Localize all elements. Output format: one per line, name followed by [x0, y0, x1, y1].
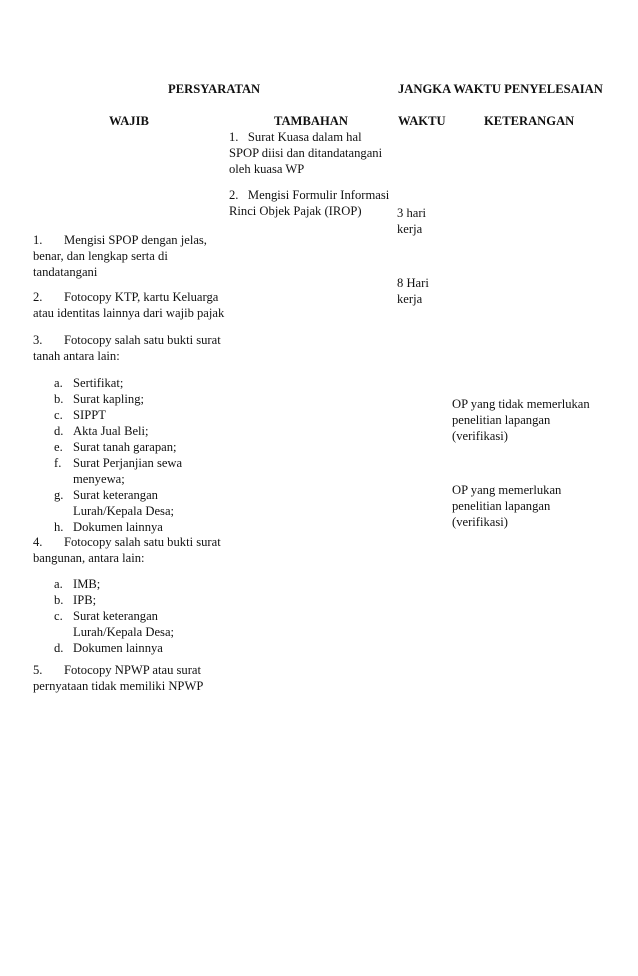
- waktu-item: 3 hari kerja: [397, 206, 427, 236]
- list-item-text: Surat keterangan Lurah/Kepala Desa;: [73, 488, 175, 518]
- wajib-item-text: Fotocopy salah satu bukti surat tanah antara lain:: [33, 333, 221, 363]
- list-item-text: Surat tanah garapan;: [73, 440, 177, 454]
- header-tambahan: TAMBAHAN: [274, 114, 348, 128]
- list-item-letter: d.: [54, 424, 64, 438]
- list-item-text: Surat kapling;: [73, 392, 145, 406]
- list-item: [33, 375, 229, 391]
- list-item: [33, 640, 229, 656]
- list-item-text: Akta Jual Beli;: [73, 424, 149, 438]
- list-item-letter: g.: [54, 488, 64, 502]
- list-item: [33, 519, 229, 535]
- keterangan-item: OP yang memerlukan penelitian lapangan (verifikasi): [452, 483, 562, 529]
- list-item: [33, 608, 208, 640]
- list-item-letter: h.: [54, 520, 64, 534]
- list-item-text: Dokumen lainnya: [73, 520, 163, 534]
- list-item-letter: d.: [54, 641, 64, 655]
- tanah-list: [33, 375, 229, 535]
- list-item-letter: a.: [54, 376, 63, 390]
- list-item-text: Dokumen lainnya: [73, 641, 163, 655]
- wajib-item: [33, 289, 229, 321]
- keterangan-item: OP yang tidak memerlukan penelitian lapangan (verifikasi): [452, 397, 590, 443]
- header-keterangan: KETERANGAN: [484, 114, 575, 128]
- waktu-item: 8 Hari kerja: [397, 276, 429, 306]
- tambahan-item-number: 2.: [229, 188, 239, 202]
- wajib-item-number: 4.: [33, 535, 43, 549]
- list-item: [33, 576, 229, 592]
- list-item: [33, 391, 229, 407]
- header-wajib: WAJIB: [109, 114, 149, 128]
- list-item-letter: c.: [54, 408, 63, 422]
- list-item-letter: e.: [54, 440, 63, 454]
- header-waktu: WAKTU: [398, 114, 446, 128]
- list-item-text: Sertifikat;: [73, 376, 124, 390]
- wajib-item-number: 3.: [33, 333, 43, 347]
- wajib-item-number: 1.: [33, 233, 43, 247]
- tambahan-item: [229, 129, 394, 177]
- list-item-text: SIPPT: [73, 408, 106, 422]
- wajib-item-number: 5.: [33, 663, 43, 677]
- list-item-text: Surat keterangan Lurah/Kepala Desa;: [73, 609, 175, 639]
- list-item: [33, 455, 208, 487]
- tambahan-item-text: Surat Kuasa dalam hal SPOP diisi dan ditandatangani oleh kuasa WP: [229, 130, 383, 176]
- wajib-item-text: Mengisi SPOP dengan jelas, benar, dan lengkap serta di tandatangani: [33, 233, 207, 279]
- header-jangka-waktu: JANGKA WAKTU PENYELESAIAN: [398, 82, 603, 96]
- tambahan-item-number: 1.: [229, 130, 239, 144]
- list-item: [33, 407, 229, 423]
- list-item-letter: b.: [54, 593, 64, 607]
- wajib-item-text: Fotocopy NPWP atau surat pernyataan tidak memiliki NPWP: [33, 663, 204, 693]
- wajib-item: [33, 534, 229, 566]
- wajib-item: [33, 232, 229, 280]
- list-item: [33, 439, 229, 455]
- wajib-item-text: Fotocopy KTP, kartu Keluarga atau identitas lainnya dari wajib pajak: [33, 290, 225, 320]
- list-item-text: Surat Perjanjian sewa menyewa;: [73, 456, 183, 486]
- list-item-letter: f.: [54, 456, 62, 470]
- tambahan-item-text: Mengisi Formulir Informasi Rinci Objek Pajak (IROP): [229, 188, 390, 218]
- bangunan-list: [33, 576, 229, 656]
- wajib-item-text: Fotocopy salah satu bukti surat bangunan, antara lain:: [33, 535, 221, 565]
- wajib-item: [33, 332, 229, 364]
- list-item-text: IPB;: [73, 593, 97, 607]
- list-item: [33, 487, 208, 519]
- list-item-letter: c.: [54, 609, 63, 623]
- wajib-item: [33, 662, 229, 694]
- list-item-letter: b.: [54, 392, 64, 406]
- list-item: [33, 423, 229, 439]
- list-item-letter: a.: [54, 577, 63, 591]
- tambahan-item: [229, 187, 394, 219]
- wajib-item-number: 2.: [33, 290, 43, 304]
- list-item-text: IMB;: [73, 577, 101, 591]
- list-item: [33, 592, 229, 608]
- header-persyaratan: PERSYARATAN: [168, 82, 261, 96]
